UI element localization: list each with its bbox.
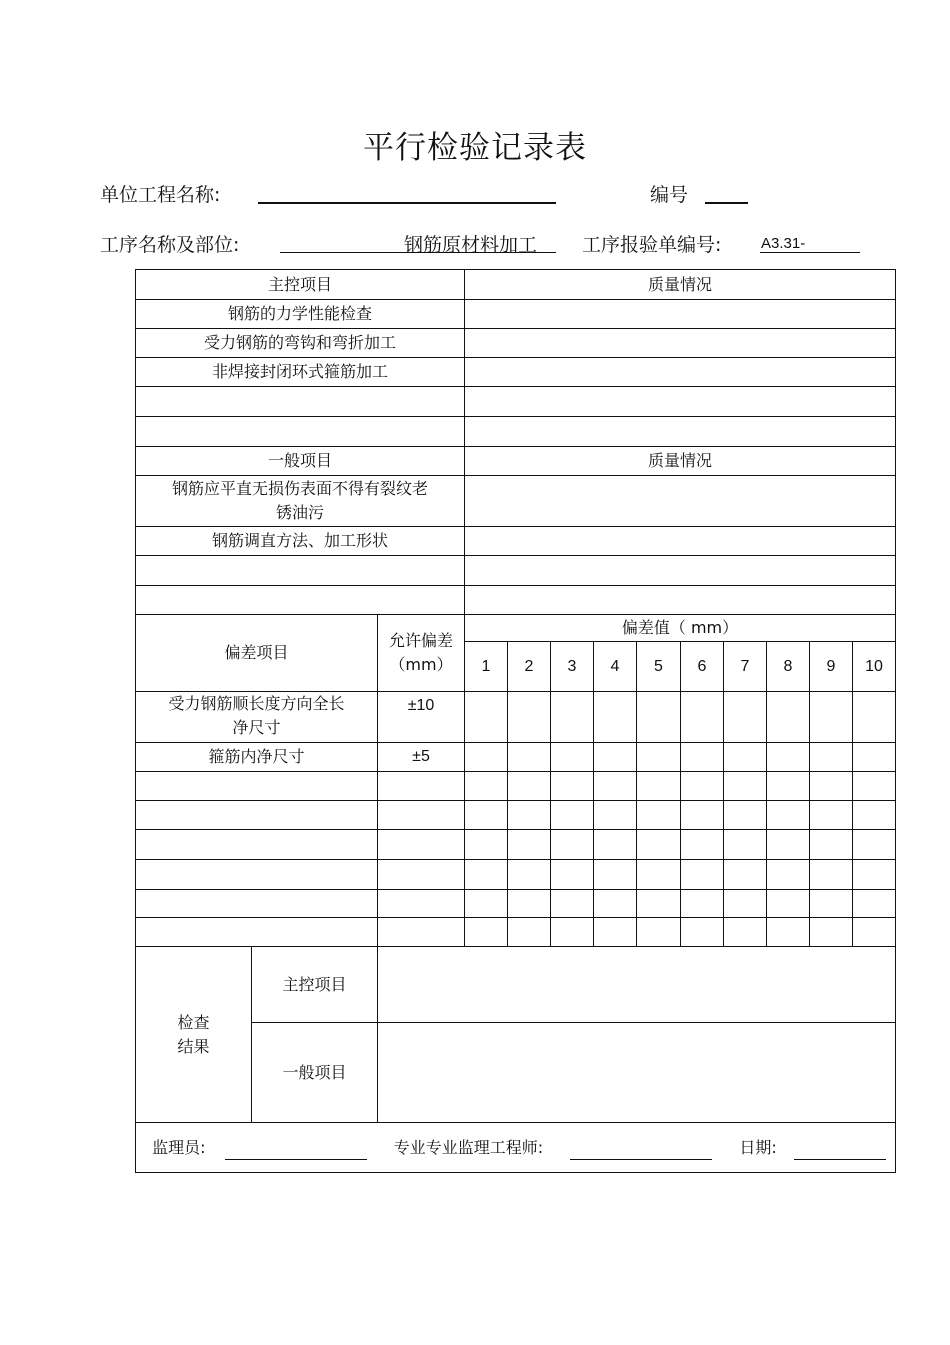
deviation-cell[interactable] (810, 743, 853, 772)
main-control-quality-cell[interactable] (465, 387, 896, 417)
number-field[interactable] (705, 182, 748, 204)
general-quality-cell[interactable] (465, 476, 896, 527)
deviation-cell[interactable] (508, 801, 551, 830)
report-no-value: A3.31- (761, 235, 806, 252)
deviation-cell[interactable] (810, 801, 853, 830)
tolerance-value: ±10 (378, 692, 465, 743)
deviation-cell[interactable] (465, 918, 508, 947)
result-main-control-cell[interactable] (378, 947, 896, 1023)
deviation-cell[interactable] (724, 692, 767, 743)
deviation-cell[interactable] (637, 692, 681, 743)
deviation-cell[interactable] (594, 918, 637, 947)
deviation-cell[interactable] (551, 918, 594, 947)
inspection-table (135, 269, 896, 1173)
deviation-cell[interactable] (810, 692, 853, 743)
main-control-item: 受力钢筋的弯钩和弯折加工 (136, 329, 465, 358)
supervisor-label: 监理员: (152, 1137, 206, 1157)
deviation-cell[interactable] (551, 692, 594, 743)
general-item: 钢筋调直方法、加工形状 (136, 527, 465, 556)
deviation-cell[interactable] (853, 918, 896, 947)
deviation-cell[interactable] (508, 860, 551, 890)
tolerance-value[interactable] (378, 890, 465, 918)
column-number: 10 (853, 642, 896, 692)
report-no-label: 工序报验单编号: (582, 234, 722, 256)
deviation-cell[interactable] (681, 860, 724, 890)
deviation-cell[interactable] (681, 692, 724, 743)
tolerance-header: 允许偏差（mm） (378, 615, 465, 692)
deviation-item: 受力钢筋顺长度方向全长净尺寸 (136, 692, 378, 743)
deviation-item[interactable] (136, 890, 378, 918)
deviation-cell[interactable] (465, 890, 508, 918)
deviation-item[interactable] (136, 918, 378, 947)
general-item: 钢筋应平直无损伤表面不得有裂纹老锈油污 (136, 476, 465, 527)
number-label: 编号 (650, 184, 689, 206)
tolerance-value[interactable] (378, 860, 465, 890)
deviation-cell[interactable] (465, 743, 508, 772)
deviation-cell[interactable] (853, 743, 896, 772)
main-control-item[interactable] (136, 417, 465, 447)
deviation-cell[interactable] (551, 830, 594, 860)
deviation-cell[interactable] (551, 890, 594, 918)
deviation-cell[interactable] (724, 918, 767, 947)
deviation-cell[interactable] (508, 772, 551, 801)
deviation-cell[interactable] (637, 890, 681, 918)
deviation-cell[interactable] (724, 860, 767, 890)
main-control-header: 主控项目 (136, 270, 465, 300)
result-main-control-label: 主控项目 (252, 947, 378, 1023)
main-control-item: 钢筋的力学性能检查 (136, 300, 465, 329)
deviation-cell[interactable] (508, 918, 551, 947)
column-number: 7 (724, 642, 767, 692)
deviation-values-header: 偏差值（ mm） (465, 615, 896, 642)
deviation-cell[interactable] (810, 918, 853, 947)
deviation-cell[interactable] (853, 860, 896, 890)
deviation-cell[interactable] (767, 772, 810, 801)
deviation-item-header: 偏差项目 (136, 615, 378, 692)
deviation-cell[interactable] (637, 860, 681, 890)
deviation-cell[interactable] (551, 801, 594, 830)
column-number: 6 (681, 642, 724, 692)
deviation-cell[interactable] (767, 830, 810, 860)
deviation-cell[interactable] (465, 860, 508, 890)
deviation-cell[interactable] (767, 890, 810, 918)
unit-project-field[interactable] (258, 182, 556, 204)
deviation-cell[interactable] (681, 801, 724, 830)
deviation-cell[interactable] (465, 830, 508, 860)
deviation-cell[interactable] (767, 801, 810, 830)
deviation-cell[interactable] (637, 772, 681, 801)
main-control-item: 非焊接封闭环式箍筋加工 (136, 358, 465, 387)
deviation-cell[interactable] (594, 830, 637, 860)
tolerance-value[interactable] (378, 830, 465, 860)
deviation-cell[interactable] (681, 743, 724, 772)
general-quality-cell[interactable] (465, 527, 896, 556)
deviation-cell[interactable] (681, 918, 724, 947)
deviation-cell[interactable] (724, 772, 767, 801)
column-number: 2 (508, 642, 551, 692)
deviation-cell[interactable] (767, 860, 810, 890)
deviation-cell[interactable] (465, 772, 508, 801)
deviation-cell[interactable] (594, 801, 637, 830)
tolerance-value[interactable] (378, 801, 465, 830)
deviation-cell[interactable] (637, 918, 681, 947)
engineer-label: 专业专业监理工程师: (393, 1137, 544, 1157)
deviation-cell[interactable] (637, 743, 681, 772)
deviation-cell[interactable] (508, 692, 551, 743)
deviation-cell[interactable] (551, 772, 594, 801)
column-number: 9 (810, 642, 853, 692)
deviation-cell[interactable] (810, 772, 853, 801)
tolerance-value[interactable] (378, 918, 465, 947)
deviation-cell[interactable] (724, 890, 767, 918)
main-control-item[interactable] (136, 387, 465, 417)
deviation-cell[interactable] (767, 692, 810, 743)
column-number: 4 (594, 642, 637, 692)
column-number: 1 (465, 642, 508, 692)
deviation-cell[interactable] (465, 801, 508, 830)
deviation-cell[interactable] (767, 743, 810, 772)
deviation-item[interactable] (136, 860, 378, 890)
deviation-cell[interactable] (594, 772, 637, 801)
deviation-cell[interactable] (594, 743, 637, 772)
deviation-cell[interactable] (681, 830, 724, 860)
deviation-cell[interactable] (594, 860, 637, 890)
date-field[interactable] (794, 1141, 886, 1160)
date-label: 日期: (739, 1137, 777, 1157)
deviation-cell[interactable] (681, 890, 724, 918)
deviation-cell[interactable] (724, 801, 767, 830)
main-control-quality-header: 质量情况 (465, 270, 896, 300)
result-general-cell[interactable] (378, 1023, 896, 1123)
column-number: 5 (637, 642, 681, 692)
deviation-cell[interactable] (853, 692, 896, 743)
deviation-cell[interactable] (594, 890, 637, 918)
deviation-item[interactable] (136, 830, 378, 860)
deviation-cell[interactable] (637, 801, 681, 830)
deviation-cell[interactable] (853, 890, 896, 918)
deviation-cell[interactable] (508, 890, 551, 918)
unit-project-label: 单位工程名称: (100, 184, 221, 206)
deviation-item[interactable] (136, 801, 378, 830)
main-control-quality-cell[interactable] (465, 358, 896, 387)
deviation-cell[interactable] (810, 860, 853, 890)
deviation-item: 箍筋内净尺寸 (136, 743, 378, 772)
main-control-quality-cell[interactable] (465, 300, 896, 329)
general-quality-cell[interactable] (465, 586, 896, 615)
supervisor-signature-field[interactable] (225, 1141, 367, 1160)
signature-row (136, 1123, 896, 1173)
deviation-cell[interactable] (853, 801, 896, 830)
column-number: 3 (551, 642, 594, 692)
deviation-cell[interactable] (681, 772, 724, 801)
general-item[interactable] (136, 586, 465, 615)
deviation-cell[interactable] (853, 830, 896, 860)
page-title: 平行检验记录表 (363, 130, 587, 166)
process-label: 工序名称及部位: (100, 234, 240, 256)
deviation-cell[interactable] (767, 918, 810, 947)
deviation-cell[interactable] (853, 772, 896, 801)
deviation-cell[interactable] (551, 860, 594, 890)
deviation-cell[interactable] (551, 743, 594, 772)
column-number: 8 (767, 642, 810, 692)
deviation-cell[interactable] (508, 830, 551, 860)
deviation-cell[interactable] (637, 830, 681, 860)
result-label: 检查结果 (136, 947, 252, 1123)
engineer-signature-field[interactable] (570, 1141, 712, 1160)
main-control-quality-cell[interactable] (465, 417, 896, 447)
result-general-label: 一般项目 (252, 1023, 378, 1123)
deviation-cell[interactable] (508, 743, 551, 772)
general-header: 一般项目 (136, 447, 465, 476)
deviation-item[interactable] (136, 772, 378, 801)
deviation-cell[interactable] (724, 830, 767, 860)
deviation-cell[interactable] (594, 692, 637, 743)
deviation-cell[interactable] (810, 830, 853, 860)
main-control-quality-cell[interactable] (465, 329, 896, 358)
process-value: 钢筋原材料加工 (404, 234, 538, 256)
tolerance-value[interactable] (378, 772, 465, 801)
general-item[interactable] (136, 556, 465, 586)
deviation-cell[interactable] (465, 692, 508, 743)
general-quality-cell[interactable] (465, 556, 896, 586)
tolerance-value: ±5 (378, 743, 465, 772)
deviation-cell[interactable] (810, 890, 853, 918)
general-quality-header: 质量情况 (465, 447, 896, 476)
deviation-cell[interactable] (724, 743, 767, 772)
